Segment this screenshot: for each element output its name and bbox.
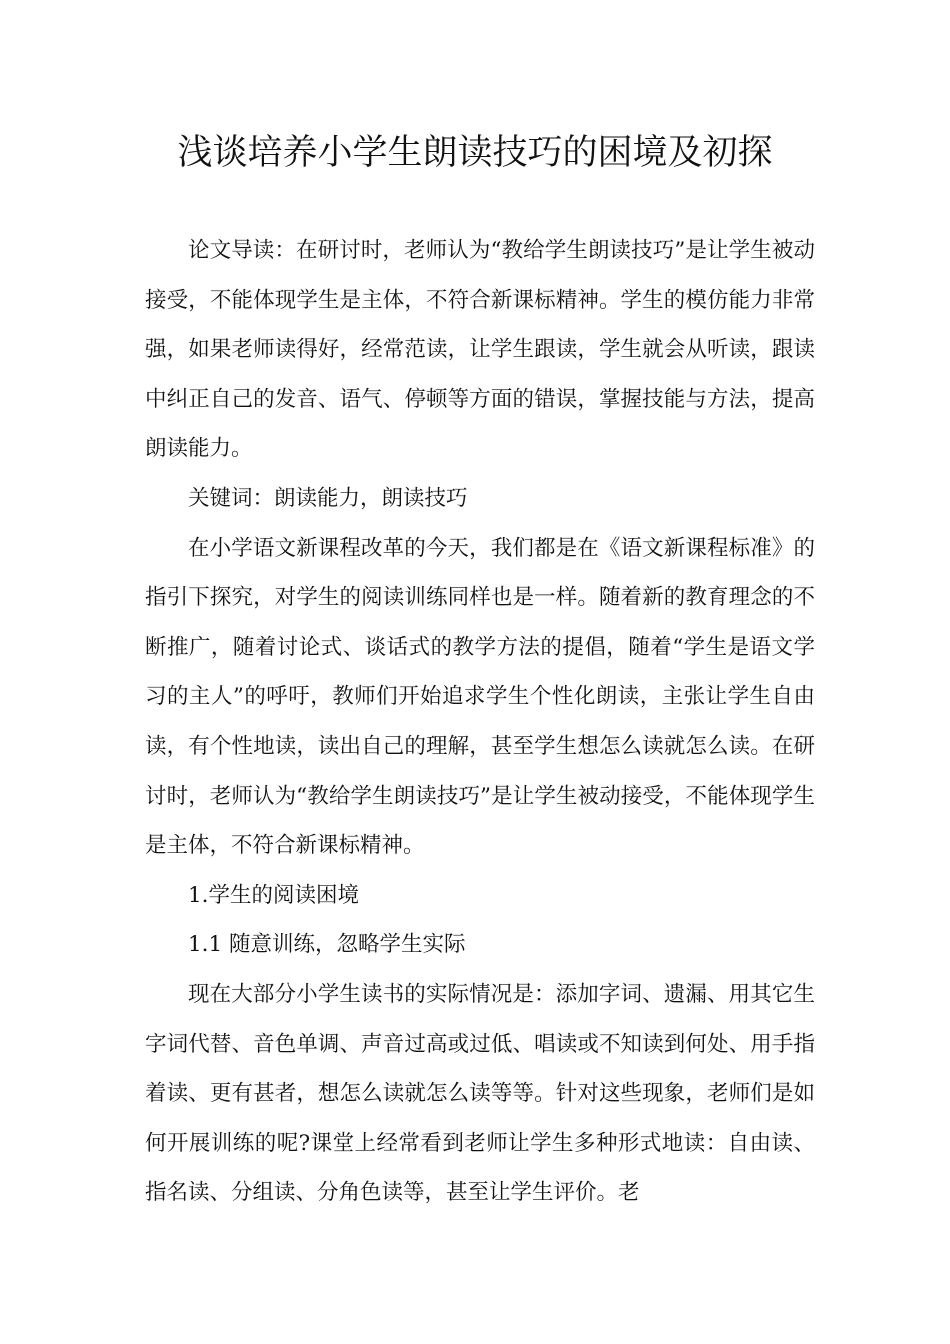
document-body [145,226,815,1218]
body-paragraph: 现在大部分小学生读书的实际情况是：添加字词、遗漏、用其它生字词代替、音色单调、声音过高或过低、唱读或不知读到何处、用手指着读、更有甚者，想怎么读就怎么读等等。针对这些现象，老师们是如何开展训练的呢?课堂上经常看到老师让学生多种形式地读：自由读、指名读、分组读、分角色读等，甚至让学生评价。老 [145,981,815,1206]
document-title: 浅谈培养小学生朗读技巧的困境及初探 [177,133,773,173]
keywords-paragraph: 关键词：朗读能力，朗读技巧 [188,485,468,511]
section-heading-1: 1.学生的阅读困境 [188,882,360,908]
intro-paragraph: 在小学语文新课程改革的今天，我们都是在《语文新课程标准》的指引下探究，对学生的阅读训练同样也是一样。随着新的教育理念的不断推广，随着讨论式、谈话式的教学方法的提倡，随着“学生是语文学习的主人”的呼吁，教师们开始追求学生个性化朗读，主张让学生自由读，有个性地读，读出自己的理解，甚至学生想怎么读就怎么读。在研讨时，老师认为“教给学生朗读技巧”是让学生被动接受，不能体现学生是主体，不符合新课标精神。 [145,535,815,859]
abstract-paragraph: 论文导读：在研讨时，老师认为“教给学生朗读技巧”是让学生被动接受，不能体现学生是主体，不符合新课标精神。学生的模仿能力非常强，如果老师读得好，经常范读，让学生跟读，学生就会从听读，跟读中纠正自己的发音、语气、停顿等方面的错误，掌握技能与方法，提高朗读能力。 [145,238,815,462]
subsection-heading-1-1: 1.1 随意训练，忽略学生实际 [188,932,466,958]
